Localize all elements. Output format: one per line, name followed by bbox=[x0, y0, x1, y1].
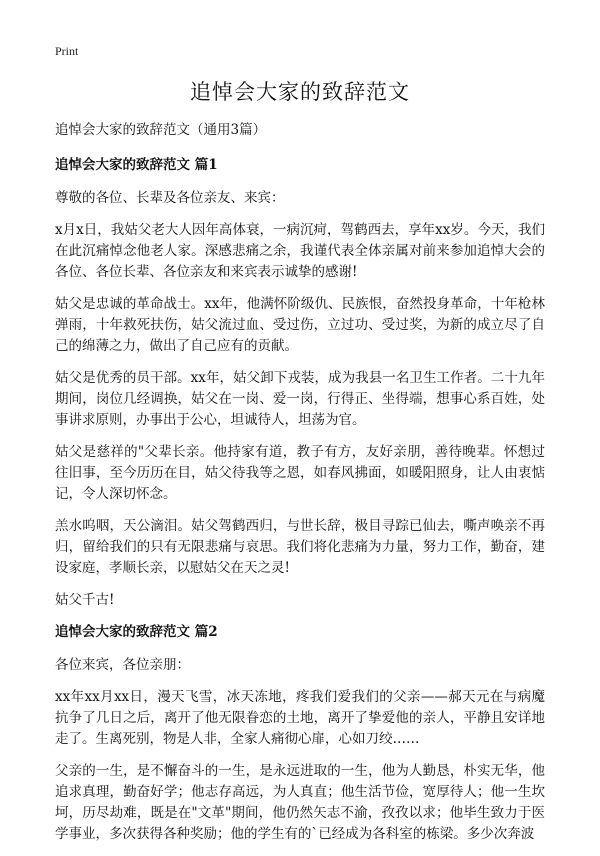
paragraph: 姑父是忠诚的革命战士。xx年，他满怀阶级仇、民族恨，奋然投身革命，十年枪林弹雨，十年救死扶伤，姑父流过血、受过伤，立过功、受过奖，为新的成立尽了自己的绵薄之力，做出了自己应有的贡献。 bbox=[55, 296, 545, 354]
paragraph: xx年xx月xx日，漫天飞雪，冰天冻地，疼我们爱我们的父亲——郝天元在与病魔抗争了几日之后，离开了他无限眷恋的土地，离开了挚爱他的亲人，平静且安详地走了。生离死别，物是人非，全家人痛彻心扉，心如刀绞…… bbox=[55, 689, 545, 747]
section-heading-1: 追悼会大家的致辞范文 篇1 bbox=[55, 157, 218, 173]
paragraph: 尊敬的各位、长辈及各位亲友、来宾： bbox=[55, 190, 285, 206]
paragraph: 父亲的一生，是不懈奋斗的一生，是永远进取的一生，他为人勤恳，朴实无华，他追求真理，勤奋好学；他志存高远，为人真直；他生活节俭，宽厚待人；他一生坎坷，历尽劫难，既是在"文革"期间，他仍然矢志不渝，孜孜以求；他毕生致力于医学事业，多次获得各种奖励；他的学生有的`已经成为各科室的栋梁。多少次奔波 bbox=[55, 763, 545, 842]
document-body bbox=[55, 120, 545, 856]
paragraph: 羔水呜咽，天公滴泪。姑父驾鹤西归，与世长辞，极目寻踪已仙去，嘶声唤亲不再归，留给我们的只有无限悲痛与哀思。我们将化悲痛为力量，努力工作，勤奋，建设家庭，孝顺长亲，以慰姑父在天之灵! bbox=[55, 518, 545, 576]
paragraph: 各位来宾，各位亲朋： bbox=[55, 657, 190, 673]
paragraph: x月x日，我姑父老大人因年高体衰，一病沉疴，驾鹤西去，享年xx岁。今天，我们在此沉痛悼念他老人家。深感悲痛之余，我谨代表全体亲属对前来参加追悼大会的各位、各位长辈、各位亲友和来宾表示诚挚的感谢! bbox=[55, 222, 545, 280]
document-subtitle: 追悼会大家的致辞范文（通用3篇） bbox=[55, 122, 267, 138]
document-title: 追悼会大家的致辞范文 bbox=[190, 80, 410, 104]
paragraph: 姑父是慈祥的"父辈长亲。他持家有道，教子有方，友好亲朋，善待晚辈。怀想过往旧事，至今历历在目，姑父待我等之恩，如春风拂面，如暖阳照身，让人由衷惦记，令人深切怀念。 bbox=[55, 444, 545, 502]
paragraph: 姑父千古! bbox=[55, 592, 115, 608]
section-heading-2: 追悼会大家的致辞范文 篇2 bbox=[55, 624, 218, 640]
print-link[interactable]: Print bbox=[55, 44, 79, 58]
paragraph: 姑父是优秀的员干部。xx年，姑父卸下戎装，成为我县一名卫生工作者。二十九年期间，岗位几经调换，姑父在一岗、爱一岗，行得正、坐得端，想事心系百姓，处事讲求原则，办事出于公心，坦诚待人，坦荡为官。 bbox=[55, 370, 545, 428]
